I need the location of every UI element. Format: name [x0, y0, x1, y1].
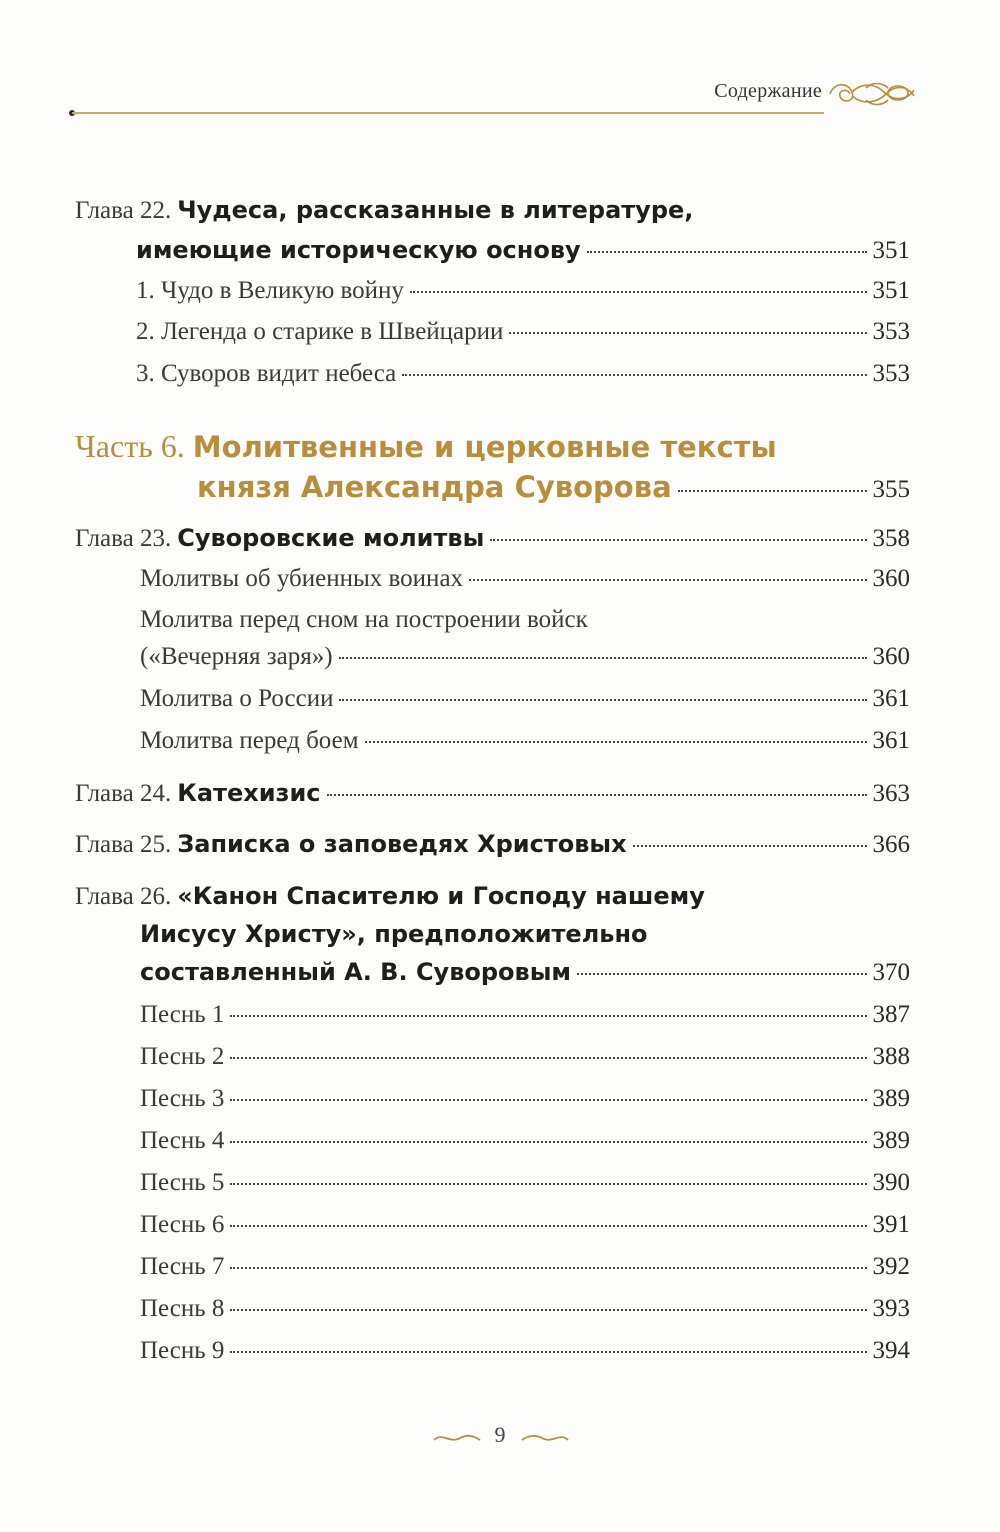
toc-entry-ch22[interactable]: [0, 196, 1000, 238]
subentry-title-line2: («Вечерняя заря»): [140, 643, 333, 670]
leader-dots: [339, 699, 866, 701]
leader-dots: [230, 1099, 866, 1101]
part-title-line1: Молитвенные и церковные тексты: [192, 430, 777, 464]
part-title-line2: князя Александра Суворова: [197, 470, 672, 504]
song-title: Песнь 2: [140, 1043, 225, 1070]
leader-dots: [230, 1141, 866, 1143]
subentry-title: 1. Чудо в Великую войну: [136, 277, 404, 304]
toc-entry-part6[interactable]: [0, 428, 1000, 476]
leader-dots: [509, 332, 866, 334]
page-number: 351: [872, 237, 910, 264]
chapter-title-line3: составленный А. В. Суворовым: [140, 958, 572, 986]
leader-dots: [230, 1267, 866, 1269]
subentry-title: Молитвы об убиенных воинах: [140, 565, 464, 592]
leader-dots: [365, 741, 867, 743]
subentry-title-line1: Молитва перед сном на построении войск: [140, 606, 588, 633]
running-header-title: Содержание: [714, 80, 822, 102]
page-number: 392: [872, 1253, 910, 1280]
leader-dots: [402, 374, 866, 376]
page-number-footer: 9: [494, 1422, 506, 1447]
toc-entry-ch24[interactable]: [0, 779, 1000, 821]
leader-dots: [587, 251, 867, 253]
subentry-title: 3. Суворов видит небеса: [136, 360, 397, 387]
swash-ornament-icon: [520, 1430, 570, 1446]
page-footer: [0, 1418, 1000, 1458]
toc-subentry[interactable]: [0, 565, 1000, 607]
toc-song-entry[interactable]: [0, 1001, 1000, 1043]
leader-dots: [490, 539, 866, 541]
page-number: 393: [872, 1295, 910, 1322]
page-number: 353: [872, 360, 910, 387]
toc-song-entry[interactable]: [0, 1043, 1000, 1085]
page-number: 391: [872, 1211, 910, 1238]
chapter-title-line2: имеющие историческую основу: [136, 236, 581, 264]
subentry-title: 2. Легенда о старике в Швейцарии: [136, 318, 504, 345]
toc-entry-ch23[interactable]: [0, 524, 1000, 566]
page-number: 388: [872, 1043, 910, 1070]
chapter-title: Записка о заповедях Христовых: [177, 830, 627, 858]
leader-dots: [633, 845, 867, 847]
leader-dots: [230, 1351, 866, 1353]
leader-dots: [410, 291, 867, 293]
swash-ornament-icon: [432, 1430, 482, 1446]
toc-entry-ch26[interactable]: [0, 882, 1000, 924]
leader-dots: [230, 1309, 866, 1311]
song-title: Песнь 6: [140, 1211, 225, 1238]
page-number: 390: [872, 1169, 910, 1196]
toc-entry-ch25[interactable]: [0, 830, 1000, 872]
running-header: [72, 72, 932, 122]
chapter-label: Глава 24.: [75, 780, 172, 807]
song-title: Песнь 8: [140, 1295, 225, 1322]
song-title: Песнь 7: [140, 1253, 225, 1280]
leader-dots: [230, 1183, 866, 1185]
page-number: 387: [872, 1001, 910, 1028]
chapter-title-line1: Чудеса, рассказанные в литературе,: [177, 196, 694, 224]
chapter-label: Глава 22.: [75, 197, 172, 224]
chapter-label: Глава 26.: [75, 883, 172, 910]
leader-dots: [577, 973, 866, 975]
subentry-title: Молитва о России: [140, 685, 334, 712]
toc-song-entry[interactable]: [0, 1295, 1000, 1337]
chapter-label: Глава 25.: [75, 831, 172, 858]
page-number: 361: [872, 727, 910, 754]
page-number: 355: [872, 476, 910, 503]
page-number: 394: [872, 1337, 910, 1364]
toc-entry-ch22-line2[interactable]: [0, 236, 1000, 278]
song-title: Песнь 4: [140, 1127, 225, 1154]
toc-subentry[interactable]: [0, 727, 1000, 769]
leader-dots: [230, 1225, 866, 1227]
leader-dots: [339, 657, 867, 659]
song-title: Песнь 1: [140, 1001, 225, 1028]
song-title: Песнь 3: [140, 1085, 225, 1112]
page-number: 351: [872, 277, 910, 304]
toc-subentry[interactable]: [0, 360, 1000, 402]
chapter-label: Глава 23.: [75, 525, 172, 552]
page-number: 363: [872, 780, 910, 807]
flourish-ornament-icon: [826, 76, 918, 110]
toc-subentry[interactable]: [0, 685, 1000, 727]
toc-song-entry[interactable]: [0, 1085, 1000, 1127]
leader-dots: [469, 579, 866, 581]
toc-song-entry[interactable]: [0, 1169, 1000, 1211]
song-title: Песнь 9: [140, 1337, 225, 1364]
chapter-title: Суворовские молитвы: [177, 524, 485, 552]
toc-song-entry[interactable]: [0, 1253, 1000, 1295]
header-rule: [72, 112, 824, 114]
toc-entry-part6-line2[interactable]: [0, 470, 1000, 518]
page-number: 358: [872, 525, 910, 552]
leader-dots: [230, 1057, 866, 1059]
page-number: 389: [872, 1127, 910, 1154]
toc-subentry[interactable]: [0, 318, 1000, 360]
subentry-title: Молитва перед боем: [140, 727, 359, 754]
chapter-title: Катехизис: [177, 779, 321, 807]
toc-entry-ch26-line3[interactable]: [0, 958, 1000, 1000]
song-title: Песнь 5: [140, 1169, 225, 1196]
toc-entry-ch26-line2[interactable]: [0, 920, 1000, 962]
page-number: 366: [872, 831, 910, 858]
leader-dots: [327, 794, 867, 796]
leader-dots: [230, 1015, 866, 1017]
chapter-title-line1: «Канон Спасителю и Господу нашему: [177, 882, 705, 910]
page-number: 370: [872, 959, 910, 986]
page-number: 361: [872, 685, 910, 712]
page-number: 360: [872, 643, 910, 670]
chapter-title-line2: Иисусу Христу», предположительно: [140, 920, 648, 948]
leader-dots: [678, 490, 867, 492]
toc-song-entry[interactable]: [0, 1127, 1000, 1169]
page-number: 353: [872, 318, 910, 345]
toc-subentry[interactable]: [0, 277, 1000, 319]
toc-subentry-line2[interactable]: [0, 643, 1000, 685]
page-number: 389: [872, 1085, 910, 1112]
toc-song-entry[interactable]: [0, 1337, 1000, 1379]
page-number: 360: [872, 565, 910, 592]
part-label: Часть 6.: [75, 428, 185, 464]
toc-song-entry[interactable]: [0, 1211, 1000, 1253]
toc-subentry-line1[interactable]: [0, 606, 1000, 648]
